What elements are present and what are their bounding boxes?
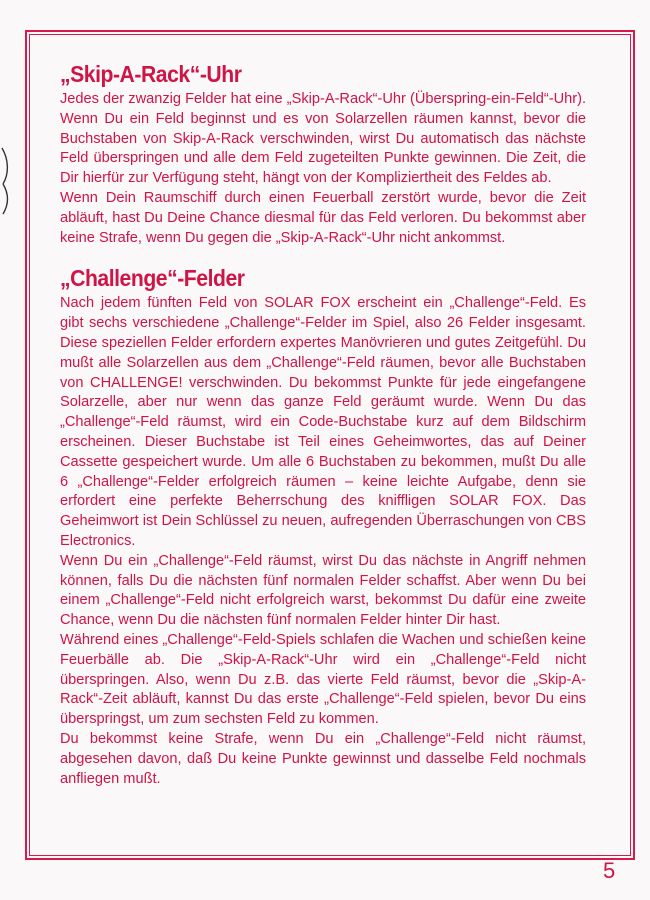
section-title-challenge: „Challenge“-Felder — [60, 265, 245, 292]
section-challenge-felder — [60, 262, 586, 789]
paragraph: Nach jedem fünften Feld von SOLAR FOX erscheint ein „Challenge“-Feld. Es gibt sechs verschiedene „Challenge“-Felder im Spiel, also 26 Felder insgesamt. Diese speziellen Felder erfordern expertes Manövrieren und gutes Zeitgefühl. Du mußt alle Solarzellen aus dem „Challenge“-Feld räumen, bevor alle Buchstaben von CHALLENGE! verschwinden. Du bekommst Punkte für jede eingefangene Solarzelle, aber nur wenn das ganze Feld geräumt wurde. Wenn Du das „Challenge“-Feld räumst, wird ein Code-Buchstabe kurz auf dem Bildschirm erscheinen. Dieser Buchstabe ist Teil eines Geheimwortes, das auf Deiner Cassette gespeichert wurde. Um alle 6 Buchstaben zu bekommen, mußt Du alle 6 „Challenge“-Felder erfolgreich räumen – keine leichte Aufgabe, denn sie erfordert eine perfekte Beherrschung des kniffligen SOLAR FOX. Das Geheimwort ist Dein Schlüssel zu neuen, aufregenden Überraschungen von CBS Electronics. — [60, 295, 586, 549]
page-content — [60, 58, 586, 789]
paragraph: Jedes der zwanzig Felder hat eine „Skip-A-Rack“-Uhr (Überspring-ein-Feld“-Uhr). Wenn Du ein Feld beginnst und es von Solarzellen räumen kannst, bevor die Buchstaben von Skip-A-Rack verschwinden, wirst Du automatisch das nächste Feld überspringen und alle dem Feld zugeteilten Punkte gewinnen. Die Zeit, die Dir hierfür zur Verfügung steht, hängt von der Kompliziertheit des Feldes ab. — [60, 91, 586, 187]
paragraph: Du bekommst keine Strafe, wenn Du ein „Challenge“-Feld nicht räumst, abgesehen davon, daß Du keine Punkte gewinnst und dasselbe Feld nochmals anfliegen mußt. — [60, 730, 586, 787]
paragraph: Wenn Dein Raumschiff durch einen Feuerball zerstört wurde, bevor die Zeit abläuft, hast Du Deine Chance diesmal für das Feld verloren. Du bekommst aber keine Strafe, wenn Du gegen die „Skip-A-Rack“-Uhr nicht ankommst. — [60, 189, 586, 246]
page-number: 5 — [603, 858, 616, 883]
section-skip-a-rack — [60, 58, 586, 248]
paragraph: Während eines „Challenge“-Feld-Spiels schlafen die Wachen und schießen keine Feuerbälle ab. Die „Skip-A-Rack“-Uhr wird ein „Challenge“-Feld nicht überspringen. Also, wenn Du z.B. das vierte Feld räumst, bevor die „Skip-A-Rack“-Zeit abläuft, kannst Du das erste „Challenge“-Feld spielen, bevor Du eins überspringst, um zum sechsten Feld zu kommen. — [60, 631, 586, 728]
paragraph: Wenn Du ein „Challenge“-Feld räumst, wirst Du das nächste in Angriff nehmen können, falls Du die nächsten fünf normalen Felder schaffst. Aber wenn Du bei einem „Challenge“-Feld nicht erfolgreich warst, bekommst Du dafür eine zweite Chance, wenn Du die nächsten fünf normalen Felder hinter Dir hast. — [60, 552, 586, 629]
section-title-skip-a-rack: „Skip-A-Rack“-Uhr — [60, 61, 242, 87]
binding-mark — [0, 140, 12, 220]
